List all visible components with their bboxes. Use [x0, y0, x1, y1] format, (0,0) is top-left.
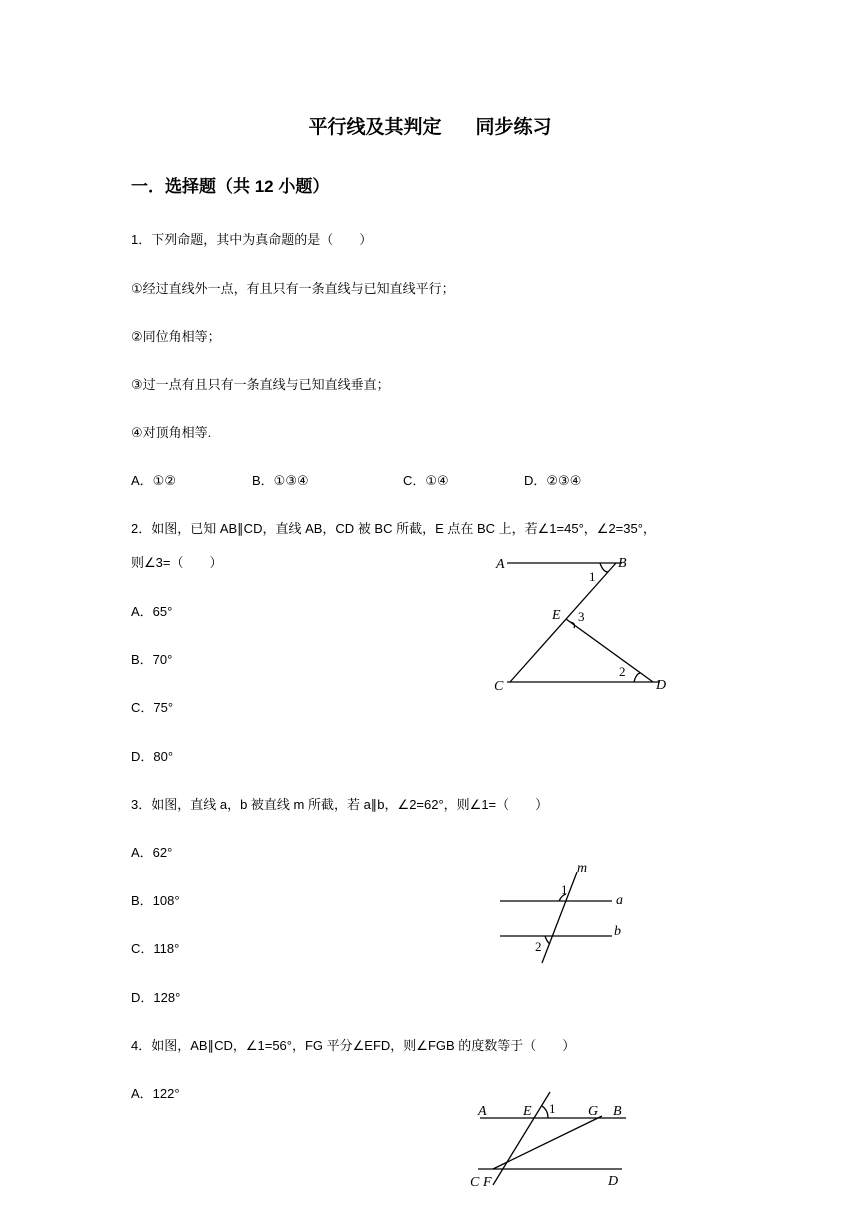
q4-figure	[470, 1090, 635, 1195]
q1-statement-3: ③过一点有且只有一条直线与已知直线垂直；	[131, 377, 390, 392]
q4-label-g: G	[588, 1104, 599, 1119]
q3-label-m: m	[577, 861, 588, 876]
q3-label-2: 2	[535, 939, 542, 954]
q4-label-f: F	[483, 1175, 492, 1190]
q1-statement-4: ④对顶角相等.	[131, 425, 212, 440]
q3-option-c: C．118°	[131, 941, 180, 956]
q2-stem-line1: 2．如图，已知 AB∥CD，直线 AB，CD 被 BC 所截，E 点在 BC 上，若∠1=45°，∠2=35°，	[131, 521, 656, 536]
q1-stem: 1．下列命题，其中为真命题的是（ ）	[131, 232, 373, 247]
q4-label-a: A	[478, 1104, 487, 1119]
q1-statement-2: ②同位角相等；	[131, 329, 221, 344]
q1-option-b: B．①③④	[252, 473, 309, 488]
q3-figure	[495, 860, 635, 965]
q2-label-e: E	[552, 608, 561, 623]
q3-label-a: a	[616, 893, 623, 908]
section-heading: 一．选择题（共 12 小题）	[131, 177, 330, 196]
q4-label-e: E	[523, 1104, 532, 1119]
q1-option-d: D．②③④	[524, 473, 582, 488]
q2-label-a: A	[496, 557, 505, 572]
q3-option-b: B．108°	[131, 893, 180, 908]
q4-line-fg	[493, 1116, 602, 1169]
q2-stem-line2: 则∠3=（ ）	[131, 555, 223, 570]
q3-option-a: A．62°	[131, 845, 173, 860]
q2-option-d: D．80°	[131, 749, 174, 764]
page-title	[0, 116, 860, 140]
q2-line-bc	[510, 563, 616, 682]
q2-line-ed	[566, 619, 653, 682]
title-main: 平行线及其判定	[308, 117, 442, 138]
q3-angle-2-arc	[545, 936, 550, 944]
q2-option-b: B．70°	[131, 652, 173, 667]
q3-line-m	[542, 872, 577, 963]
q4-angle-1-arc	[542, 1106, 548, 1118]
q1-option-a: A．①②	[131, 473, 176, 488]
q2-label-3: 3	[578, 609, 585, 624]
q3-stem: 3．如图，直线 a，b 被直线 m 所截，若 a∥b，∠2=62°，则∠1=（ ）	[131, 797, 549, 812]
q2-angle-2-arc	[634, 673, 640, 682]
q4-option-a: A．122°	[131, 1086, 180, 1101]
q4-label-d: D	[608, 1174, 619, 1189]
q2-option-a: A．65°	[131, 604, 173, 619]
q2-label-c: C	[494, 679, 504, 694]
q3-label-1: 1	[561, 882, 568, 897]
q2-label-b: B	[618, 556, 627, 571]
q1-option-c: C．①④	[403, 473, 449, 488]
title-sub: 同步练习	[475, 117, 552, 138]
q4-stem: 4．如图，AB∥CD，∠1=56°，FG 平分∠EFD，则∠FGB 的度数等于（ ）	[131, 1038, 576, 1053]
q1-statement-1: ①经过直线外一点，有且只有一条直线与已知直线平行；	[131, 281, 455, 296]
q2-label-d: D	[656, 678, 667, 693]
q2-angle-1-arc	[600, 563, 608, 572]
q4-label-c: C	[470, 1175, 480, 1190]
q2-label-2: 2	[619, 664, 626, 679]
q3-label-b: b	[614, 924, 621, 939]
q3-option-d: D．128°	[131, 990, 181, 1005]
q2-figure	[490, 550, 710, 695]
q2-option-c: C．75°	[131, 700, 174, 715]
q2-label-1: 1	[589, 569, 596, 584]
q4-label-b: B	[613, 1104, 622, 1119]
q4-label-1: 1	[549, 1101, 556, 1116]
q4-line-ef	[493, 1092, 550, 1185]
